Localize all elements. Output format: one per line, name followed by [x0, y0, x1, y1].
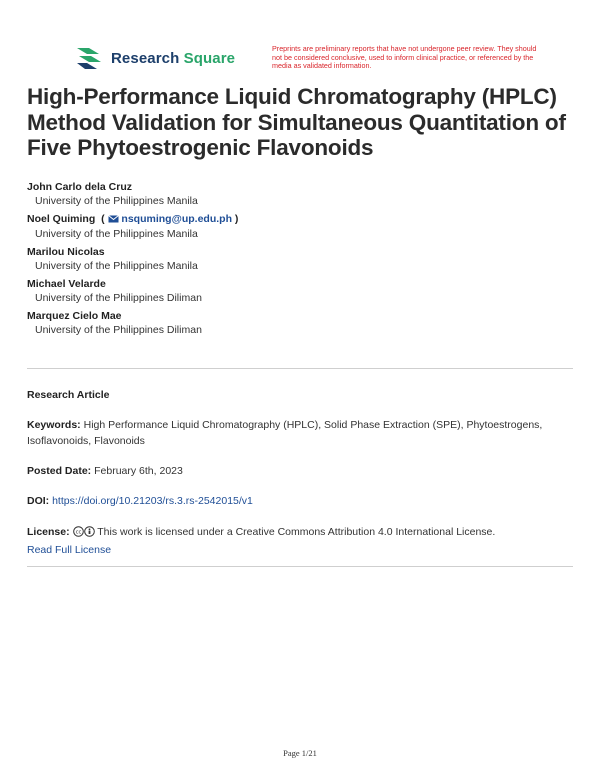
paper-title: High-Performance Liquid Chromatography (HPLC) Method Validation for Simultaneous Quantitation of Five Phytoestrogenic Flavonoids: [27, 84, 566, 160]
author-affiliation: University of the Philippines Manila: [35, 228, 198, 240]
page-number: Page 1/21: [283, 748, 317, 758]
research-square-logo[interactable]: [75, 46, 235, 70]
posted-date: Posted Date: February 6th, 2023: [27, 465, 183, 477]
author-entry: [27, 212, 567, 241]
creative-commons-icon: [73, 526, 84, 542]
svg-text:cc: cc: [75, 529, 81, 536]
author-list: [27, 180, 567, 341]
author-entry: [27, 309, 567, 337]
read-full-license-link[interactable]: Read Full License: [27, 544, 112, 556]
divider: [27, 368, 573, 369]
author-name: Michael Velarde: [27, 278, 106, 290]
preprint-disclaimer: Preprints are preliminary reports that have not undergone peer review. They should not be considered conclusive, used to inform clinical practice, or referenced by the media as validated information.: [272, 44, 537, 71]
author-affiliation: University of the Philippines Manila: [35, 195, 198, 207]
doi-link[interactable]: https://doi.org/10.21203/rs.3.rs-2542015/v1: [52, 495, 253, 507]
author-affiliation: University of the Philippines Diliman: [35, 324, 202, 336]
divider: [27, 566, 573, 567]
attribution-icon: [84, 526, 95, 542]
author-name: Marquez Cielo Mae: [27, 310, 122, 322]
article-type: Research Article: [27, 389, 110, 401]
author-name: Noel Quiming ( nsquming@up.edu.ph ): [27, 213, 239, 225]
author-name: John Carlo dela Cruz: [27, 181, 133, 193]
doi: DOI: https://doi.org/10.21203/rs.3.rs-2542015/v1: [27, 495, 253, 507]
keywords: Keywords: High Performance Liquid Chromatography (HPLC), Solid Phase Extraction (SPE), Phytoestrogens, Isoflavonoids, Flavonoids: [27, 419, 543, 447]
author-name: Marilou Nicolas: [27, 246, 105, 258]
author-entry: [27, 180, 567, 208]
author-affiliation: University of the Philippines Manila: [35, 260, 198, 272]
mail-icon: [108, 213, 119, 227]
logo-text: Research Square: [111, 49, 236, 67]
author-entry: [27, 245, 567, 273]
author-affiliation: University of the Philippines Diliman: [35, 292, 202, 304]
author-entry: [27, 277, 567, 305]
author-email-link[interactable]: nsquming@up.edu.ph: [121, 213, 232, 225]
research-square-logo-icon: [75, 46, 103, 70]
license: License: cc This work is licensed under a Creative Commons Attribution 4.0 International License. Read Full License: [27, 526, 496, 556]
